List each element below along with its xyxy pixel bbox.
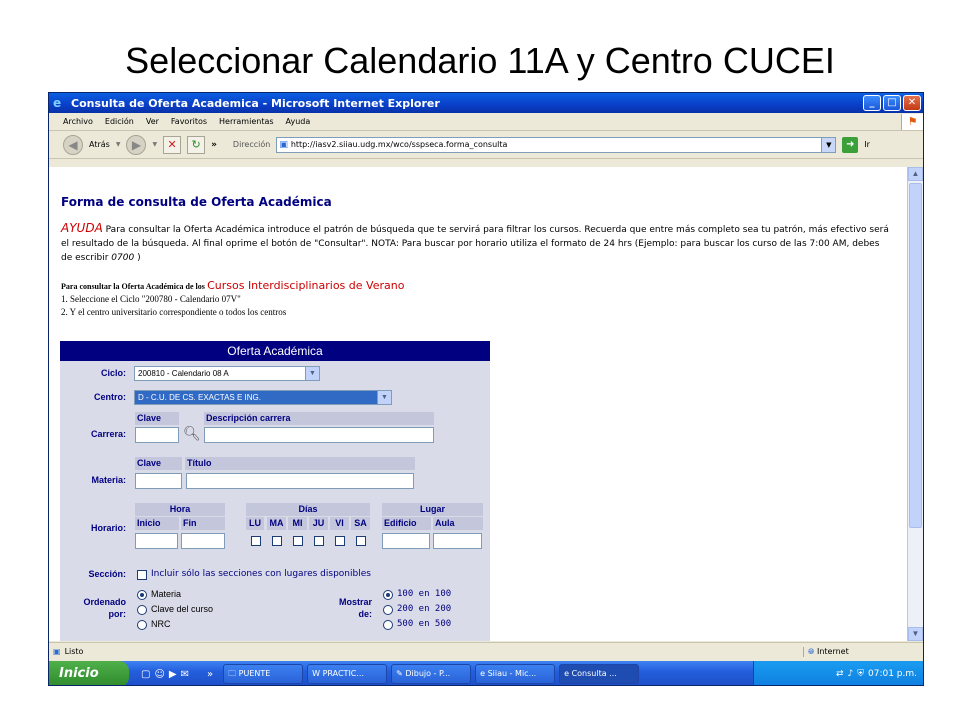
help-end: ) — [137, 253, 141, 263]
task-puente[interactable] — [223, 664, 303, 684]
scroll-down-icon[interactable]: ▼ — [908, 627, 923, 641]
day-mi-header: MI — [288, 517, 307, 530]
window-title: Consulta de Oferta Academica - Microsoft Internet Explorer — [71, 96, 440, 110]
back-dropdown-icon[interactable]: ▼ — [115, 141, 121, 148]
day-vi-header: VI — [330, 517, 349, 530]
day-lu-header: LU — [246, 517, 264, 530]
magnifier-icon[interactable]: 🔍︎ — [183, 425, 201, 441]
menu-item-herramientas[interactable]: Herramientas — [219, 117, 274, 126]
edificio-input[interactable] — [382, 533, 430, 549]
fin-header: Fin — [181, 517, 225, 530]
menu-item-ver[interactable]: Ver — [145, 117, 159, 126]
scroll-thumb[interactable] — [909, 183, 922, 528]
task-practic[interactable] — [307, 664, 387, 684]
day-ma-header: MA — [267, 517, 286, 530]
task-dibujo-label: Dibujo - P... — [405, 669, 451, 678]
refresh-icon[interactable]: ↻ — [187, 136, 205, 154]
inicio-header: Inicio — [135, 517, 179, 530]
ciclo-select[interactable] — [134, 366, 320, 381]
restore-button[interactable]: □ — [883, 95, 901, 111]
instructions — [61, 279, 897, 319]
tray-clock[interactable]: 07:01 p.m. — [868, 669, 917, 679]
title-bar[interactable] — [49, 93, 923, 113]
carrera-clave-input[interactable] — [135, 427, 179, 443]
help-example: 0700 — [111, 253, 135, 263]
show-200-label[interactable]: 200 en 200 — [397, 604, 452, 614]
day-mi-checkbox[interactable] — [293, 536, 303, 546]
day-ju-checkbox[interactable] — [314, 536, 324, 546]
tray-volume-icon[interactable]: ♪ — [847, 669, 854, 679]
forward-arrow-icon[interactable]: ▶ — [126, 135, 146, 155]
quick-launch-overflow-icon[interactable]: » — [206, 668, 214, 680]
quick-launch-media-icon[interactable]: ▶ — [168, 668, 177, 680]
instructions-step-2: 2. Y el centro universitario correspondiente o todos los centros — [61, 307, 287, 317]
slide-title: Seleccionar Calendario 11A y Centro CUCEI — [125, 40, 835, 81]
form-header: Oferta Académica — [60, 341, 490, 361]
task-puente-label: PUENTE — [238, 669, 271, 678]
menu-bar — [49, 113, 923, 131]
address-dropdown-icon[interactable]: ▼ — [821, 138, 835, 152]
system-tray — [753, 661, 923, 686]
hora-fin-input[interactable] — [181, 533, 225, 549]
help-title: AYUDA — [61, 221, 103, 235]
show-500-radio[interactable] — [383, 620, 393, 630]
start-button[interactable] — [49, 661, 129, 686]
materia-clave-header: Clave — [135, 457, 182, 470]
day-sa-checkbox[interactable] — [356, 536, 366, 546]
carrera-clave-header: Clave — [135, 412, 179, 425]
mostrar-label: Mostrar — [338, 597, 372, 607]
task-dibujo[interactable] — [391, 664, 471, 684]
page-heading: Forma de consulta de Oferta Académica — [61, 195, 332, 209]
toolbar-overflow-icon[interactable]: » — [211, 139, 217, 150]
order-nrc-radio[interactable] — [137, 620, 147, 630]
start-label: Inicio — [59, 666, 99, 681]
materia-titulo-header: Título — [185, 457, 415, 470]
quick-launch-messenger-icon[interactable]: ☺ — [154, 668, 165, 680]
order-materia-radio[interactable] — [137, 590, 147, 600]
menu-item-favoritos[interactable]: Favoritos — [170, 117, 208, 126]
windows-logo-icon: ⚑ — [901, 114, 923, 130]
task-siiau-label: Siiau - Mic... — [487, 669, 537, 678]
day-ma-checkbox[interactable] — [272, 536, 282, 546]
show-100-label[interactable]: 100 en 100 — [397, 589, 452, 599]
vertical-scrollbar[interactable] — [907, 167, 923, 641]
ciclo-label: Ciclo: — [100, 368, 126, 378]
folder-icon: 🗀 — [228, 669, 237, 678]
centro-dropdown-icon[interactable]: ▼ — [377, 391, 391, 404]
task-consulta[interactable] — [559, 664, 639, 684]
tray-network-icon[interactable]: ⇄ — [835, 669, 844, 679]
status-text: Listo — [64, 647, 84, 656]
show-100-radio[interactable] — [383, 590, 393, 600]
order-clave-radio[interactable] — [137, 605, 147, 615]
seccion-label: Sección: — [88, 569, 126, 579]
day-lu-checkbox[interactable] — [251, 536, 261, 546]
scroll-up-icon[interactable]: ▲ — [908, 167, 923, 181]
globe-icon: 🌐︎ — [808, 646, 815, 656]
toolbar — [49, 131, 923, 159]
materia-clave-input[interactable] — [135, 473, 182, 489]
minimize-button[interactable]: _ — [863, 95, 881, 111]
paint-icon: ✎ — [396, 669, 403, 678]
back-button-label[interactable]: Atrás — [89, 140, 110, 149]
day-vi-checkbox[interactable] — [335, 536, 345, 546]
quick-launch-desktop-icon[interactable]: ▢ — [141, 668, 151, 680]
task-siiau[interactable] — [475, 664, 555, 684]
menu-item-edicion[interactable]: Edición — [104, 117, 134, 126]
task-practic-label: PRACTIC... — [322, 669, 365, 678]
quick-launch-outlook-icon[interactable]: ✉ — [180, 668, 189, 680]
edificio-header: Edificio — [382, 517, 431, 530]
aula-input[interactable] — [433, 533, 482, 549]
address-bar[interactable] — [276, 137, 836, 153]
search-form — [60, 341, 490, 641]
aula-header: Aula — [433, 517, 483, 530]
ordenado-label: Ordenado — [83, 597, 126, 607]
order-materia-label[interactable]: Materia — [151, 589, 182, 599]
hora-inicio-input[interactable] — [135, 533, 178, 549]
help-text: Para consultar la Oferta Académica introduce el patrón de búsqueda que te servirá para filtrar los cursos. Recuerda que entre más completo sea tu patrón, más efectivo será el resultado de la búsqueda. Al final oprime el botón de "Consultar". NOTA: Para buscar por horario utiliza el formato de 24 hrs (Ejemplo: para buscar los curso de las 7:00 AM, debes de escribir — [61, 225, 889, 263]
materia-titulo-input[interactable] — [186, 473, 414, 489]
browser-window — [48, 92, 924, 686]
seccion-checkbox-label[interactable]: Incluir sólo las secciones con lugares disponibles — [151, 569, 371, 579]
day-sa-header: SA — [351, 517, 370, 530]
dias-header: Días — [246, 503, 370, 516]
horario-label: Horario: — [90, 523, 126, 533]
centro-value: D - C.U. DE CS. EXACTAS E ING. — [138, 393, 261, 402]
seccion-checkbox[interactable] — [137, 570, 147, 580]
ie-task-icon: e — [480, 669, 486, 678]
task-consulta-label: Consulta ... — [571, 669, 617, 678]
page-content — [49, 167, 909, 641]
go-arrow-icon[interactable]: ➜ — [842, 137, 858, 153]
word-icon: W — [312, 669, 321, 678]
taskbar — [49, 661, 923, 686]
menu-item-ayuda[interactable]: Ayuda — [285, 117, 311, 126]
instructions-lead: Para consultar la Oferta Académica de los — [61, 282, 205, 291]
order-nrc-label[interactable]: NRC — [151, 619, 171, 629]
materia-label: Materia: — [91, 475, 126, 485]
instructions-highlight: Cursos Interdisciplinarios de Verano — [207, 279, 405, 292]
show-500-label[interactable]: 500 en 500 — [397, 619, 452, 629]
lugar-header: Lugar — [382, 503, 483, 516]
order-clave-label[interactable]: Clave del curso — [151, 604, 214, 614]
menu-item-archivo[interactable]: Archivo — [63, 117, 93, 126]
instructions-step-1: 1. Seleccione el Ciclo "200780 - Calendario 07V" — [61, 294, 241, 304]
close-button[interactable]: ✕ — [903, 95, 921, 111]
help-paragraph — [61, 221, 893, 265]
centro-select[interactable] — [134, 390, 392, 405]
stop-icon[interactable]: ✕ — [163, 136, 181, 154]
hora-header: Hora — [135, 503, 225, 516]
back-arrow-icon[interactable]: ◀ — [63, 135, 83, 155]
carrera-label: Carrera: — [90, 429, 126, 439]
page-icon: ▣ — [279, 139, 288, 150]
ciclo-value: 200810 - Calendario 08 A — [138, 369, 229, 378]
day-ju-header: JU — [309, 517, 328, 530]
carrera-desc-input[interactable] — [204, 427, 434, 443]
ordenado-label-2: por: — [108, 609, 126, 619]
forward-dropdown-icon[interactable]: ▼ — [152, 141, 158, 148]
quick-launch — [141, 669, 213, 680]
tray-security-icon[interactable]: ⛨ — [857, 669, 864, 679]
status-bar — [49, 642, 923, 660]
zone-label: Internet — [816, 646, 849, 656]
ie-task-icon-active: e — [564, 669, 570, 678]
address-label: Dirección — [232, 140, 271, 149]
address-url[interactable]: http://iasv2.siiau.udg.mx/wco/sspseca.forma_consulta — [290, 140, 508, 149]
centro-label: Centro: — [94, 392, 126, 402]
carrera-desc-header: Descripción carrera — [204, 412, 434, 425]
mostrar-label-2: de: — [358, 609, 372, 619]
page-status-icon: ▣ — [53, 647, 61, 656]
go-button-label[interactable]: Ir — [864, 140, 870, 149]
show-200-radio[interactable] — [383, 605, 393, 615]
ciclo-dropdown-icon[interactable]: ▼ — [305, 367, 319, 380]
security-zone — [803, 647, 923, 657]
ie-logo-icon: e — [53, 96, 62, 110]
